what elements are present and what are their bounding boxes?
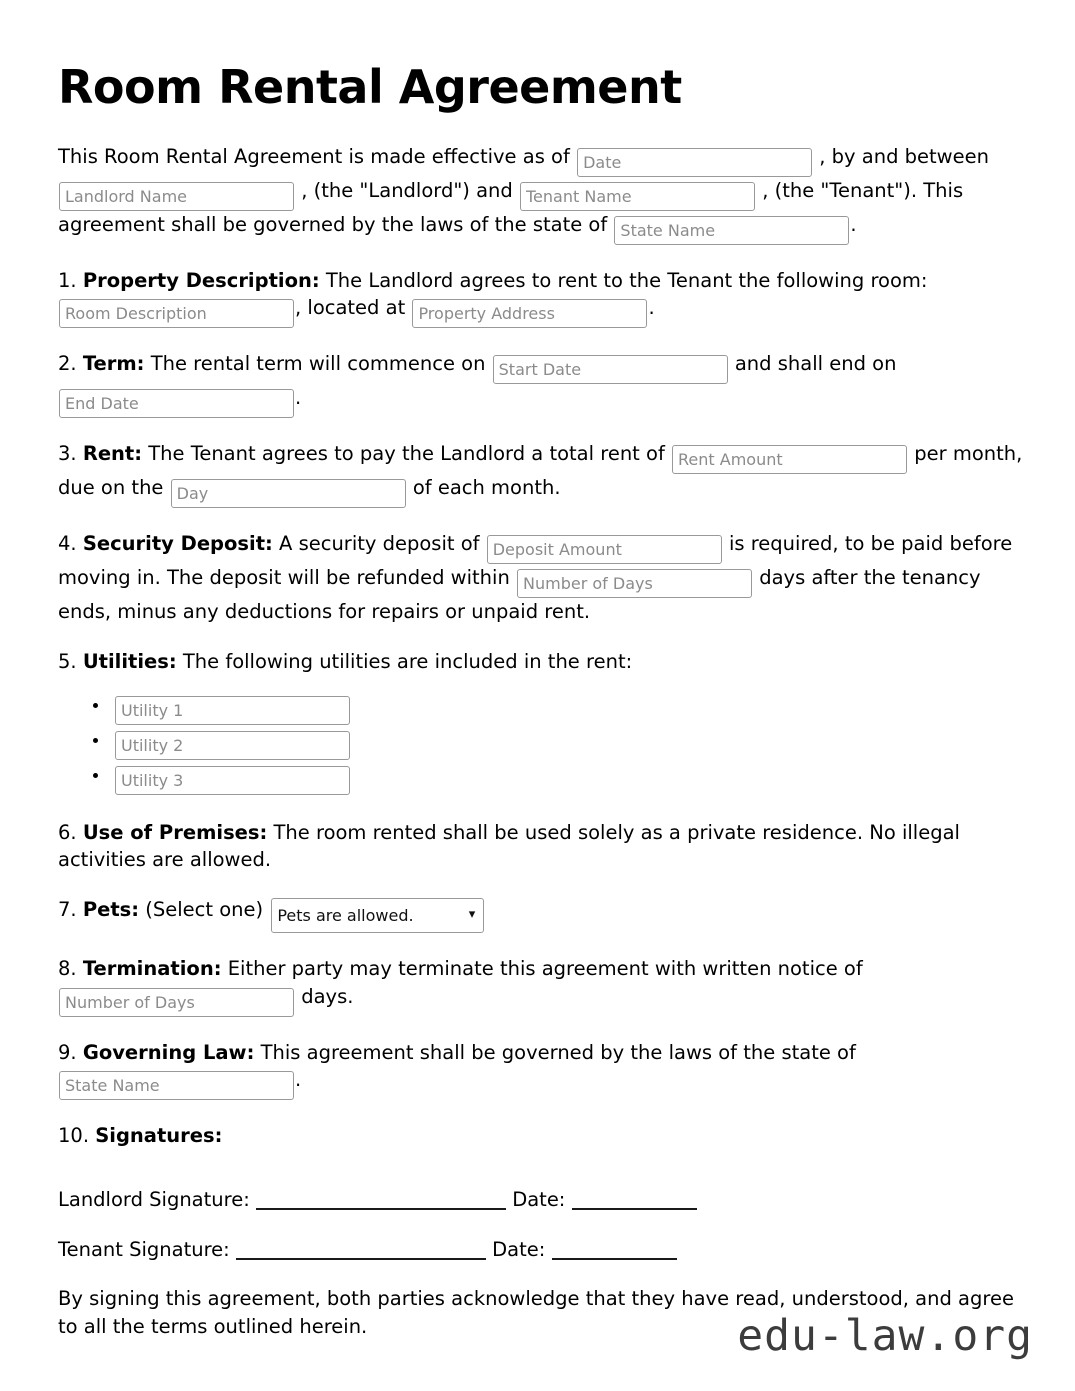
section-4-mid-text: is required, to be paid before moving in. The deposit will be refunded within xyxy=(58,532,1013,590)
section-1-end-text: . xyxy=(648,296,655,320)
section-2-text: The rental term will commence on xyxy=(150,352,486,376)
deposit-refund-days-input[interactable] xyxy=(517,569,752,598)
tenant-name-input[interactable] xyxy=(520,182,755,211)
intro-text-part2: , by and between xyxy=(819,144,989,168)
section-4-heading: Security Deposit: xyxy=(82,532,273,556)
section-3-mid-text: per month, due on the xyxy=(58,442,1023,500)
section-rent xyxy=(58,440,1030,508)
start-date-input[interactable] xyxy=(493,355,728,384)
deposit-amount-input[interactable] xyxy=(487,535,722,564)
utilities-list xyxy=(58,696,1030,795)
utility-3-input[interactable] xyxy=(115,766,350,795)
section-7-heading: Pets: xyxy=(82,898,140,922)
tenant-date-blank[interactable] xyxy=(552,1258,677,1260)
section-8-number: 8. xyxy=(58,957,77,981)
section-9-number: 9. xyxy=(58,1040,77,1064)
section-pets xyxy=(58,896,1030,933)
tenant-signature-row xyxy=(58,1236,1030,1264)
landlord-date-blank[interactable] xyxy=(572,1208,697,1210)
section-2-end-text: . xyxy=(295,386,302,410)
section-2-mid-text: and shall end on xyxy=(734,352,897,376)
landlord-signature-blank[interactable] xyxy=(256,1208,506,1210)
end-date-input[interactable] xyxy=(59,389,294,418)
section-utilities xyxy=(58,648,1030,676)
section-7-text: (Select one) xyxy=(145,898,264,922)
section-4-text: A security deposit of xyxy=(279,532,480,556)
section-9-text: This agreement shall be governed by the laws of the state of xyxy=(260,1040,856,1064)
section-5-text: The following utilities are included in the rent: xyxy=(182,649,633,673)
intro-text-part4: , (the "Tenant"). This agreement shall be governed by the laws of the state of xyxy=(58,178,964,236)
section-9-heading: Governing Law: xyxy=(82,1040,255,1064)
section-2-number: 2. xyxy=(58,352,77,376)
pets-select[interactable] xyxy=(271,898,484,933)
signature-spacer xyxy=(58,1172,1030,1186)
section-2-heading: Term: xyxy=(82,352,145,376)
section-7-number: 7. xyxy=(58,898,77,922)
tenant-signature-blank[interactable] xyxy=(236,1258,486,1260)
rent-due-day-input[interactable] xyxy=(171,479,406,508)
section-termination xyxy=(58,955,1030,1017)
effective-date-input[interactable] xyxy=(577,148,812,177)
intro-paragraph xyxy=(58,143,1030,245)
page-title: Room Rental Agreement xyxy=(58,60,682,114)
section-10-number: 10. xyxy=(58,1124,90,1148)
intro-state-name-input[interactable] xyxy=(614,216,849,245)
landlord-signature-label: Landlord Signature: xyxy=(58,1188,250,1212)
rent-amount-input[interactable] xyxy=(672,445,907,474)
section-term xyxy=(58,350,1030,418)
intro-text-part3: , (the "Landlord") and xyxy=(301,178,513,202)
section-6-heading: Use of Premises: xyxy=(82,820,268,844)
chevron-down-icon: ▾ xyxy=(468,906,476,922)
room-description-input[interactable] xyxy=(59,299,294,328)
intro-text-part5: . xyxy=(850,212,857,236)
list-item xyxy=(110,766,1030,795)
section-3-heading: Rent: xyxy=(82,442,143,466)
section-8-text: Either party may terminate this agreement with written notice of xyxy=(227,957,863,981)
landlord-signature-row xyxy=(58,1186,1030,1214)
section-1-mid-text: , located at xyxy=(295,296,406,320)
section-governing-law xyxy=(58,1039,1030,1101)
section-4-number: 4. xyxy=(58,532,77,556)
section-10-heading: Signatures: xyxy=(95,1124,223,1148)
section-signatures-heading xyxy=(58,1122,1030,1150)
intro-text-part1: This Room Rental Agreement is made effective as of xyxy=(58,144,570,168)
tenant-date-label: Date: xyxy=(492,1237,546,1261)
list-item xyxy=(110,696,1030,725)
property-address-input[interactable] xyxy=(412,299,647,328)
pets-select-wrapper[interactable] xyxy=(269,896,486,933)
section-3-text: The Tenant agrees to pay the Landlord a total rent of xyxy=(148,442,665,466)
section-5-number: 5. xyxy=(58,649,77,673)
section-8-heading: Termination: xyxy=(82,957,222,981)
section-3-end-text: of each month. xyxy=(412,476,561,500)
utility-2-input[interactable] xyxy=(115,731,350,760)
list-item xyxy=(110,731,1030,760)
section-8-end-text: days. xyxy=(301,984,354,1008)
site-watermark: edu-law.org xyxy=(737,1311,1033,1361)
section-1-text: The Landlord agrees to rent to the Tenant the following room: xyxy=(325,268,928,292)
section-4-end-text: days after the tenancy ends, minus any deductions for repairs or unpaid rent. xyxy=(58,566,981,624)
governing-law-state-input[interactable] xyxy=(59,1071,294,1100)
section-6-text: The room rented shall be used solely as a private residence. No illegal activities are allowed. xyxy=(58,820,960,872)
section-6-number: 6. xyxy=(58,820,77,844)
landlord-name-input[interactable] xyxy=(59,182,294,211)
section-use-of-premises xyxy=(58,819,1030,874)
utility-1-input[interactable] xyxy=(115,696,350,725)
section-3-number: 3. xyxy=(58,442,77,466)
section-1-heading: Property Description: xyxy=(82,268,320,292)
termination-notice-days-input[interactable] xyxy=(59,988,294,1017)
section-5-heading: Utilities: xyxy=(82,649,177,673)
acknowledgement-paragraph: By signing this agreement, both parties acknowledge that they have read, understood, and agree to all the terms outlined herein. xyxy=(58,1287,1014,1339)
section-security-deposit xyxy=(58,530,1030,626)
tenant-signature-label: Tenant Signature: xyxy=(58,1237,230,1261)
section-1-number: 1. xyxy=(58,268,77,292)
section-9-end-text: . xyxy=(295,1068,302,1092)
section-property-description xyxy=(58,267,1030,329)
landlord-date-label: Date: xyxy=(512,1188,566,1212)
